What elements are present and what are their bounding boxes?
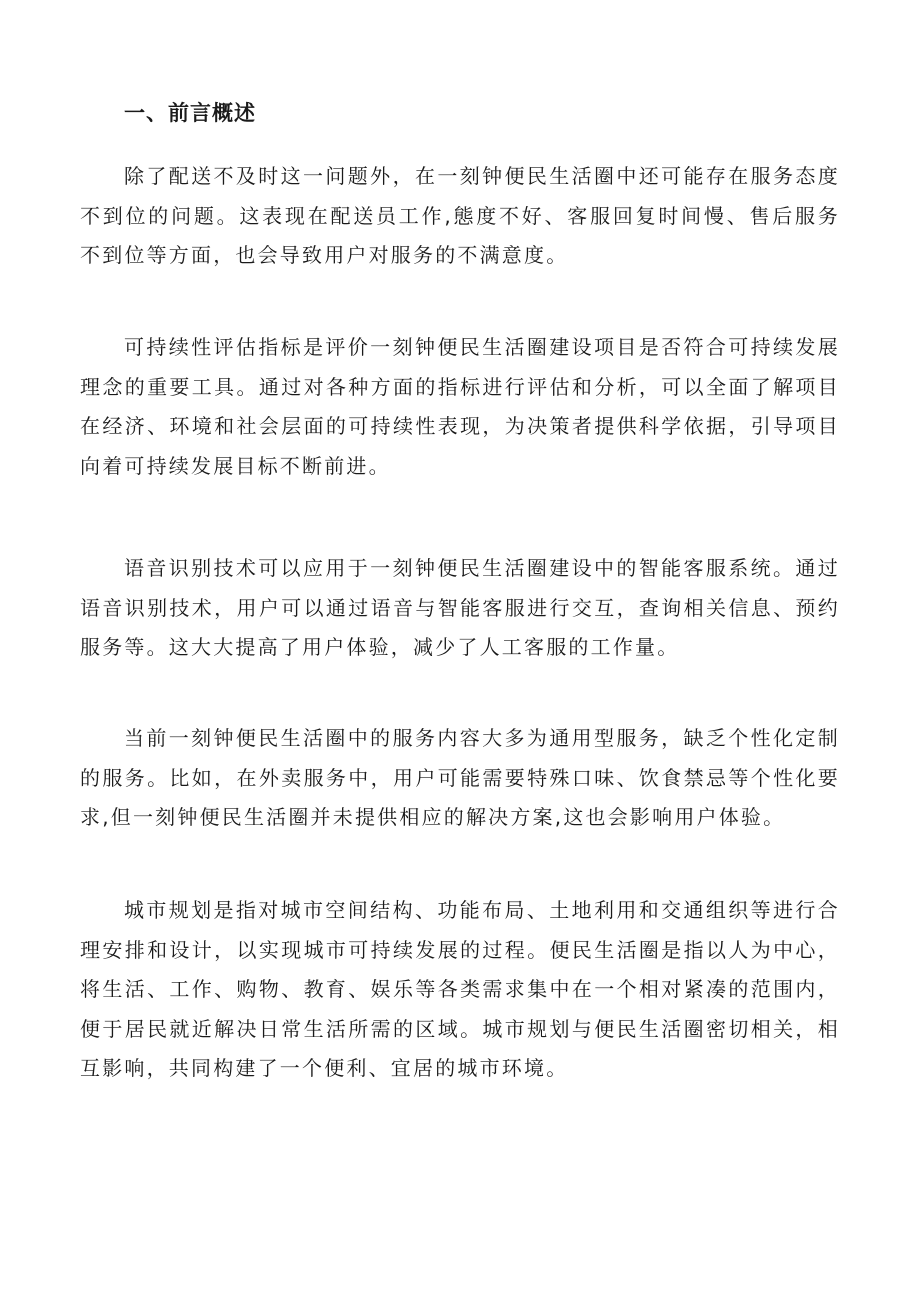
paragraph-urban-planning: 城市规划是指对城市空间结构、功能布局、土地利用和交通组织等进行合理安排和设计，以实现城市可持续发展的过程。便民生活圈是指以人为中心，将生活、工作、购物、教育、娱乐等各类需求集中在一个相对紧凑的范围内，便于居民就近解决日常生活所需的区域。城市规划与便民生活圈密切相关，相互影响，共同构建了一个便利、宜居的城市环境。 [80,898,840,1080]
paragraph-speech-recognition: 语音识别技术可以应用于一刻钟便民生活圈建设中的智能客服系统。通过语音识别技术，用户可以通过语音与智能客服进行交互，查询相关信息、预约服务等。这大大提高了用户体验，减少了人工客服的工作量。 [80,556,840,659]
paragraph-personalized-service: 当前一刻钟便民生活圈中的服务内容大多为通用型服务，缺乏个性化定制的服务。比如，在外卖服务中，用户可能需要特殊口味、饮食禁忌等个性化要求,但一刻钟便民生活圈并未提供相应的解决方案,这也会影响用户体验。 [80,726,840,829]
paragraph-service-attitude: 除了配送不及时这一问题外，在一刻钟便民生活圈中还可能存在服务态度不到位的问题。这表现在配送员工作,態度不好、客服回复时间慢、售后服务不到位等方面，也会导致用户对服务的不满意度。 [80,164,840,267]
section-heading: 一、前言概述 [124,101,256,125]
paragraph-sustainability-indicators: 可持续性评估指标是评价一刻钟便民生活圈建设项目是否符合可持续发展理念的重要工具。通过对各种方面的指标进行评估和分析，可以全面了解项目在经济、环境和社会层面的可持续性表现，为决策者提供科学依据，引导项目向着可持续发展目标不断前进。 [80,335,840,478]
